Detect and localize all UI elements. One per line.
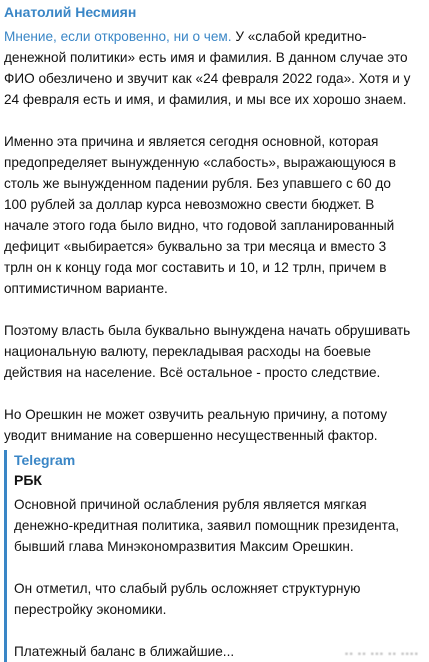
message-paragraph-3: Поэтому власть была буквально вынуждена начать обрушивать национальную валюту, перекладывая расходы на боевые действия на население. Всё остальное - просто следствие. (4, 323, 411, 380)
forwarded-channel-name[interactable]: РБК (14, 472, 42, 488)
forwarded-paragraph-2: Он отметил, что слабый рубль осложняет структурную перестройку экономики. (14, 581, 361, 617)
forwarded-quote[interactable] (4, 450, 417, 662)
forwarded-source: Telegram (14, 452, 76, 468)
message-paragraph-1 (4, 26, 417, 110)
message-lead-rest: У «слабой кредитно-денежной политики» есть имя и фамилия. В данном случае это ФИО обезличено и звучит как «24 февраля 2022 года». Хотя и у 24 февраля есть и имя, и фамилия, и мы все их хорошо знаем. (4, 29, 411, 107)
message-paragraph-4: Но Орешкин не может озвучить реальную причину, а потому уводит внимание на совершенно несущественный фактор. (4, 407, 388, 443)
message-meta-blurred: ▪▪ ▪▪ ▪▪▪ ▪▪ ▪▪▪▪ (344, 649, 419, 660)
forwarded-paragraph-3: Платежный баланс в ближайшие... (14, 644, 235, 659)
message-lead-text: Мнение, если откровенно, ни о чем. (4, 29, 232, 44)
forwarded-paragraph-1: Основной причиной ослабления рубля является мягкая денежно-кредитная политика, заявил помощник президента, бывший глава Минэкономразвития Максим Орешкин. (14, 497, 400, 554)
message-author[interactable]: Анатолий Несмиян (4, 4, 137, 20)
message-paragraph-2: Именно эта причина и является сегодня основной, которая предопределяет вынужденную «слабость», выражающуюся в столь же вынужденном падении рубля. Без упавшего с 60 до 100 рублей за доллар курса невозможно свести бюджет. В начале этого года было видно, что годовой запланированный дефицит «выбирается» буквально за три месяца и вместо 3 трлн он к концу года мог составить и 10, и 12 трлн, причем в оптимистичном варианте. (4, 134, 396, 296)
